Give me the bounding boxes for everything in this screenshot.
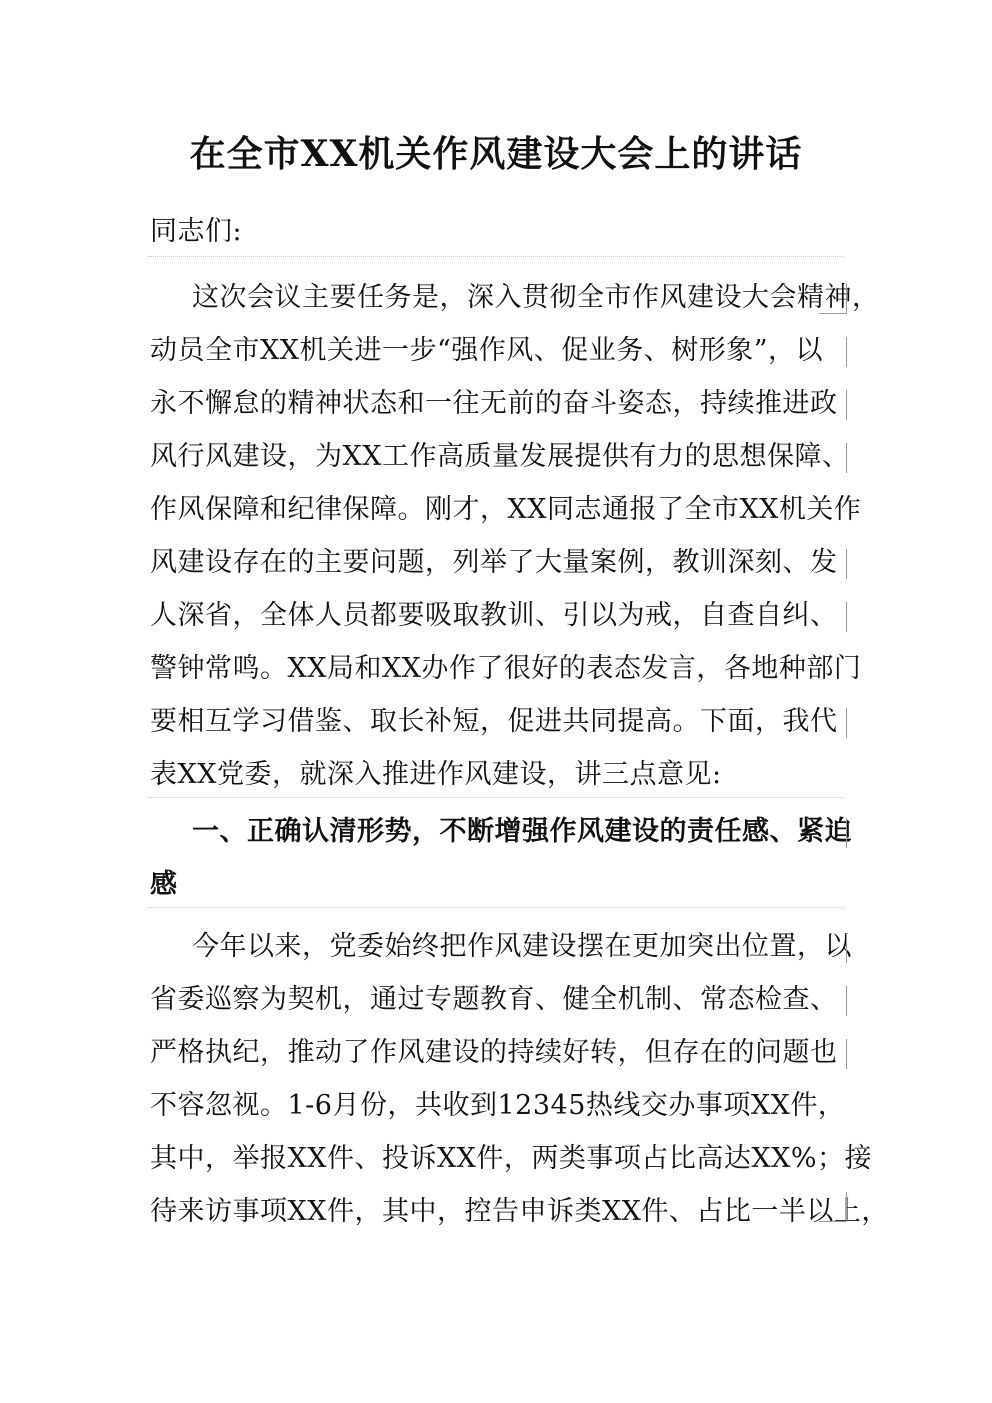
paragraph-line: 今年以来，党委始终把作风建设摆在更加突出位置，以 <box>192 931 852 962</box>
paragraph-line: 严格执纪，推动了作风建设的持续好转，但存在的问题也 <box>150 1037 838 1068</box>
paragraph-line: 待来访事项XX件，其中，控告申诉类XX件、占比一半以上， <box>150 1196 889 1227</box>
paragraph-line: 省委巡察为契机，通过专题教育、健全机制、常态检查、 <box>150 984 838 1015</box>
text-boundary-mark <box>846 443 847 473</box>
paragraph-line: 作风保障和纪律保障。刚才，XX同志通报了全市XX机关作 <box>150 494 862 525</box>
document-title: 在全市XX机关作风建设大会上的讲话 <box>189 133 803 175</box>
text-boundary-mark <box>846 818 847 848</box>
paragraph-line: 风建设存在的主要问题，列举了大量案例，教训深刻、发 <box>150 547 838 578</box>
paragraph-line: 要相互学习借鉴、取长补短，促进共同提高。下面，我代 <box>150 706 838 737</box>
paragraph-line: 人深省，全体人员都要吸取教训、引以为戒，自查自纠、 <box>150 600 838 631</box>
text-boundary-mark <box>846 284 847 314</box>
paragraph-line: 动员全市XX机关进一步“强作风、促业务、树形象”，以 <box>150 335 824 366</box>
paragraph-line: 这次会议主要任务是，深入贯彻全市作风建设大会精神， <box>192 282 880 313</box>
text-boundary-mark <box>846 390 847 420</box>
paragraph-line: 永不懈怠的精神状态和一往无前的奋斗姿态，持续推进政 <box>150 388 838 419</box>
section-heading-line: 一、正确认清形势，不断增强作风建设的责任感、紧迫 <box>192 816 852 847</box>
paragraph-divider <box>148 907 844 908</box>
paragraph-line: 表XX党委，就深入推进作风建设，讲三点意见: <box>150 759 722 790</box>
paragraph-line: 其中，举报XX件、投诉XX件，两类事项占比高达XX%；接 <box>150 1143 872 1174</box>
paragraph-divider <box>148 797 844 798</box>
text-boundary-mark <box>846 549 847 579</box>
paragraph-line: 警钟常鸣。XX局和XX办作了很好的表态发言，各地种部门 <box>150 653 862 684</box>
text-boundary-mark <box>846 708 847 738</box>
text-boundary-mark <box>846 986 847 1016</box>
paragraph-divider <box>148 256 844 257</box>
text-boundary-mark <box>846 602 847 632</box>
text-boundary-mark <box>846 1039 847 1069</box>
text-boundary-mark <box>846 337 847 367</box>
salutation: 同志们: <box>150 216 243 247</box>
section-heading-line: 感 <box>150 869 178 900</box>
text-boundary-mark <box>846 933 847 963</box>
paragraph-line: 不容忽视。1-6月份，共收到12345热线交办事项XX件， <box>150 1090 846 1121</box>
text-boundary-mark <box>846 1192 847 1222</box>
paragraph-line: 风行风建设，为XX工作高质量发展提供有力的思想保障、 <box>150 441 850 472</box>
